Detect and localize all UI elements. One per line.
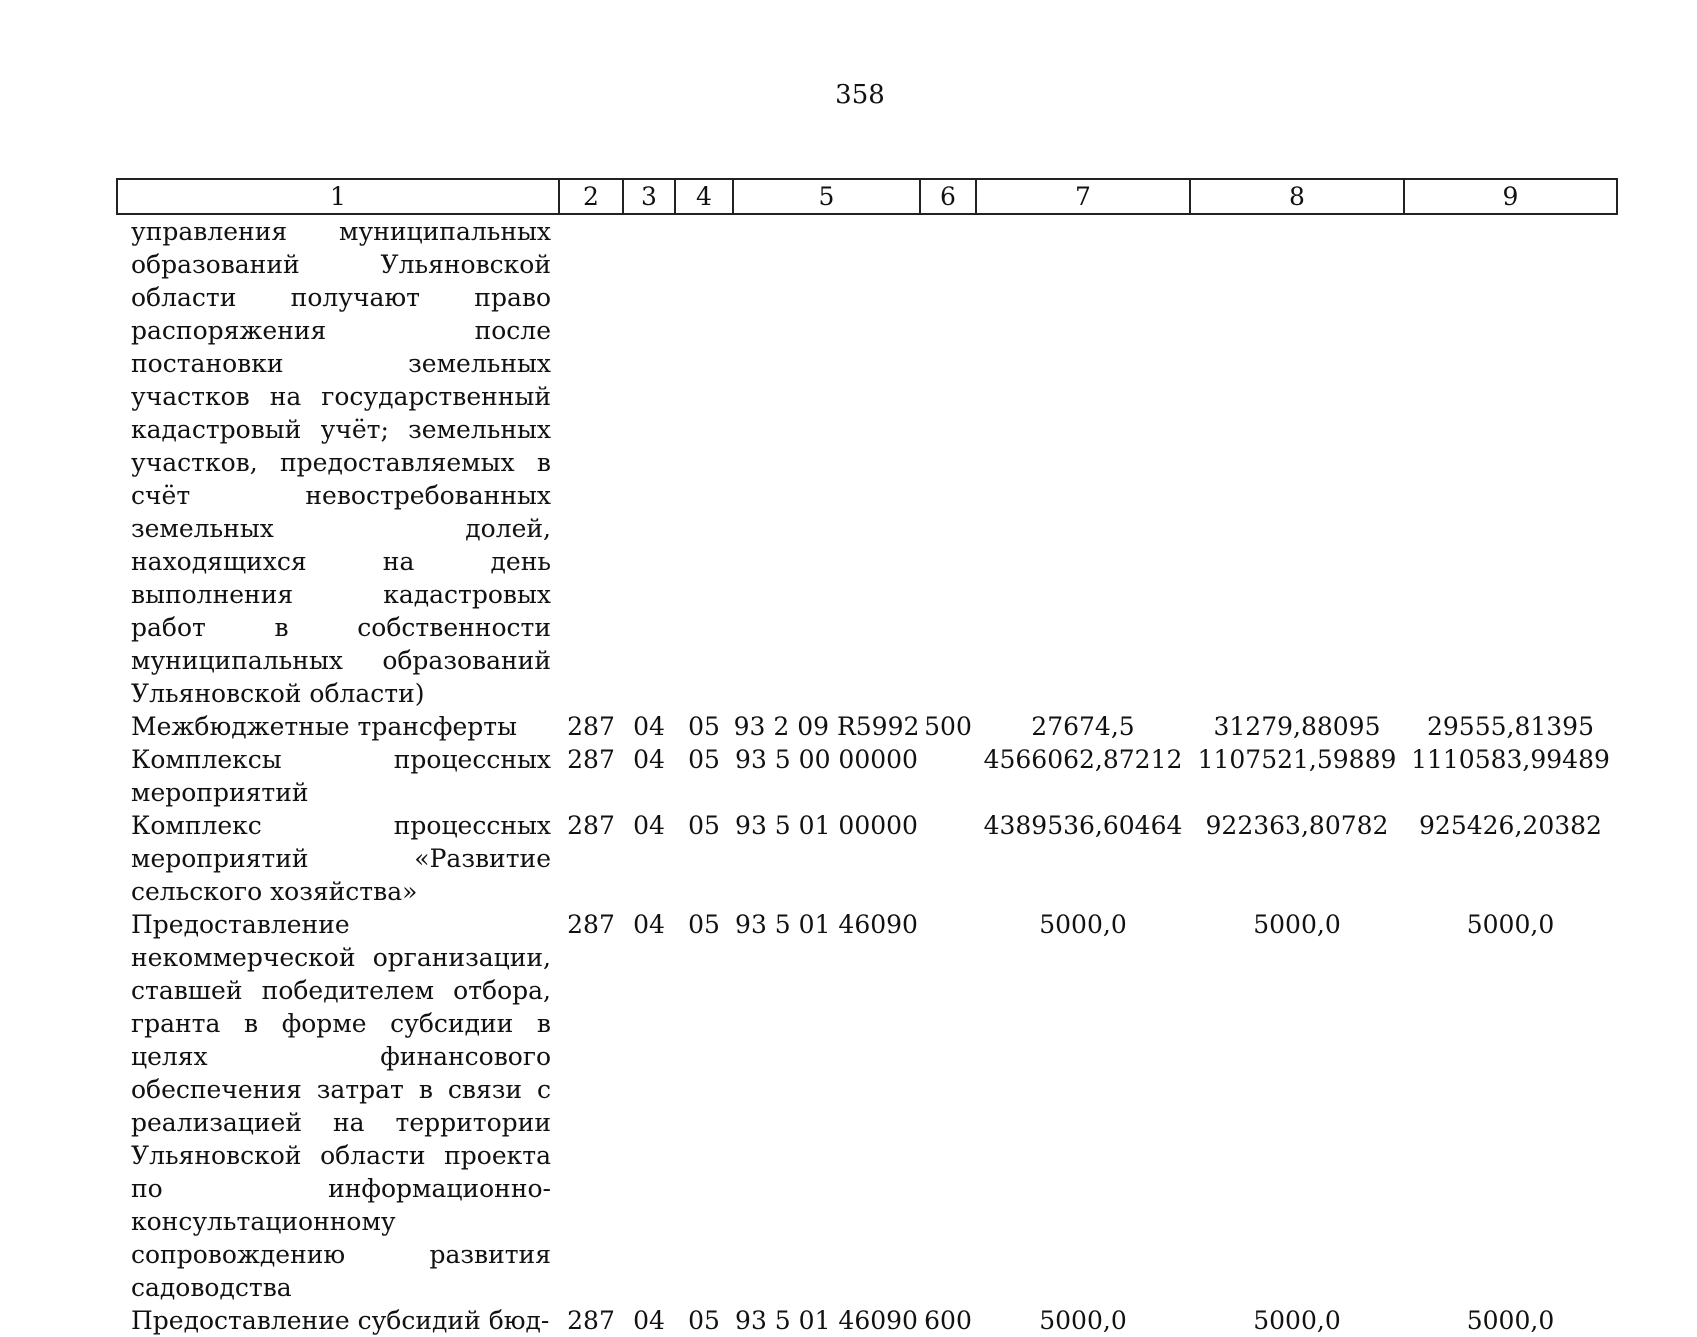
cell-amount-7 bbox=[976, 214, 1190, 710]
column-header-9: 9 bbox=[1404, 179, 1617, 214]
row-name: Предоставление некоммерческой организации, ставшей победителем отбора, гранта в форме субсидии в целях финансового обеспечения затрат в связи с реализацией на территории Ульяновской области проекта по информационно-консультационному сопровождению развития садоводства bbox=[131, 910, 551, 1302]
column-header-5: 5 bbox=[733, 179, 920, 214]
cell-section bbox=[623, 214, 675, 710]
cell-subsection: 05 bbox=[688, 712, 720, 741]
column-header-6: 6 bbox=[920, 179, 976, 214]
cell-amount-9: 5000,0 bbox=[1466, 1306, 1555, 1335]
cell-amount-7: 5000,0 bbox=[1039, 1306, 1127, 1335]
table-row bbox=[117, 1304, 1617, 1337]
cell-target-article: 93 5 01 00000 bbox=[735, 811, 918, 840]
cell-ministry: 287 bbox=[567, 1306, 615, 1335]
table-row bbox=[117, 710, 1617, 743]
header-row bbox=[117, 179, 1617, 214]
table-row bbox=[117, 214, 1617, 710]
cell-amount-9: 5000,0 bbox=[1466, 910, 1555, 939]
cell-amount-9 bbox=[1404, 214, 1617, 710]
cell-section: 04 bbox=[633, 745, 665, 774]
column-header-1: 1 bbox=[117, 179, 559, 214]
cell-amount-8: 1107521,59889 bbox=[1197, 745, 1397, 774]
cell-section: 04 bbox=[633, 910, 665, 939]
cell-amount-8: 922363,80782 bbox=[1205, 811, 1389, 840]
cell-subsection bbox=[675, 214, 733, 710]
cell-subsection: 05 bbox=[688, 1306, 720, 1335]
row-name: Межбюджетные трансферты bbox=[131, 712, 518, 741]
cell-section: 04 bbox=[633, 712, 665, 741]
table-row bbox=[117, 908, 1617, 1304]
column-header-4: 4 bbox=[675, 179, 733, 214]
cell-expense-type: 600 bbox=[924, 1306, 972, 1335]
cell-amount-7: 27674,5 bbox=[1031, 712, 1135, 741]
cell-amount-7: 5000,0 bbox=[1039, 910, 1127, 939]
cell-amount-7: 4389536,60464 bbox=[983, 811, 1183, 840]
cell-section: 04 bbox=[633, 811, 665, 840]
cell-target-article: 93 5 00 00000 bbox=[735, 745, 918, 774]
cell-subsection: 05 bbox=[688, 745, 720, 774]
cell-ministry bbox=[559, 214, 623, 710]
table-row bbox=[117, 743, 1617, 809]
cell-amount-8: 5000,0 bbox=[1253, 910, 1341, 939]
budget-table bbox=[116, 178, 1618, 1337]
cell-expense-type bbox=[920, 809, 976, 908]
table-row bbox=[117, 809, 1617, 908]
cell-amount-8 bbox=[1190, 214, 1404, 710]
column-header-8: 8 bbox=[1190, 179, 1404, 214]
page-number: 358 bbox=[835, 80, 885, 110]
row-name: Предоставление субсидий бюд- bbox=[131, 1306, 550, 1335]
cell-subsection: 05 bbox=[688, 910, 720, 939]
column-header-7: 7 bbox=[976, 179, 1190, 214]
cell-amount-8: 5000,0 bbox=[1253, 1306, 1341, 1335]
cell-amount-7: 4566062,87212 bbox=[983, 745, 1183, 774]
row-name: управления муниципальных образований Ульяновской области получают право распоряжения после постановки земельных участков на государственный кадастровый учёт; земельных участков, предоставляемых в счёт невостребованных земельных долей, находящихся на день выполнения кадастровых работ в собственности муниципальных образований Ульяновской области) bbox=[131, 217, 551, 708]
cell-expense-type bbox=[920, 743, 976, 809]
cell-target-article: 93 2 09 R5992 bbox=[733, 712, 920, 741]
cell-expense-type bbox=[920, 214, 976, 710]
column-header-2: 2 bbox=[559, 179, 623, 214]
cell-subsection: 05 bbox=[688, 811, 720, 840]
cell-amount-9: 925426,20382 bbox=[1419, 811, 1602, 840]
cell-target-article: 93 5 01 46090 bbox=[735, 910, 918, 939]
row-name: Комплекс процессных мероприятий «Развитие сельского хозяйства» bbox=[131, 811, 551, 906]
cell-expense-type: 500 bbox=[924, 712, 972, 741]
column-header-3: 3 bbox=[623, 179, 675, 214]
cell-ministry: 287 bbox=[567, 811, 615, 840]
cell-section: 04 bbox=[633, 1306, 665, 1335]
cell-target-article: 93 5 01 46090 bbox=[735, 1306, 918, 1335]
cell-ministry: 287 bbox=[567, 745, 615, 774]
cell-target-article bbox=[733, 214, 920, 710]
cell-amount-8: 31279,88095 bbox=[1213, 712, 1381, 741]
cell-ministry: 287 bbox=[567, 712, 615, 741]
cell-expense-type bbox=[920, 908, 976, 1304]
row-name: Комплексы процессных мероприятий bbox=[131, 745, 551, 807]
cell-amount-9: 29555,81395 bbox=[1426, 712, 1594, 741]
cell-amount-9: 1110583,99489 bbox=[1411, 745, 1610, 774]
cell-ministry: 287 bbox=[567, 910, 615, 939]
